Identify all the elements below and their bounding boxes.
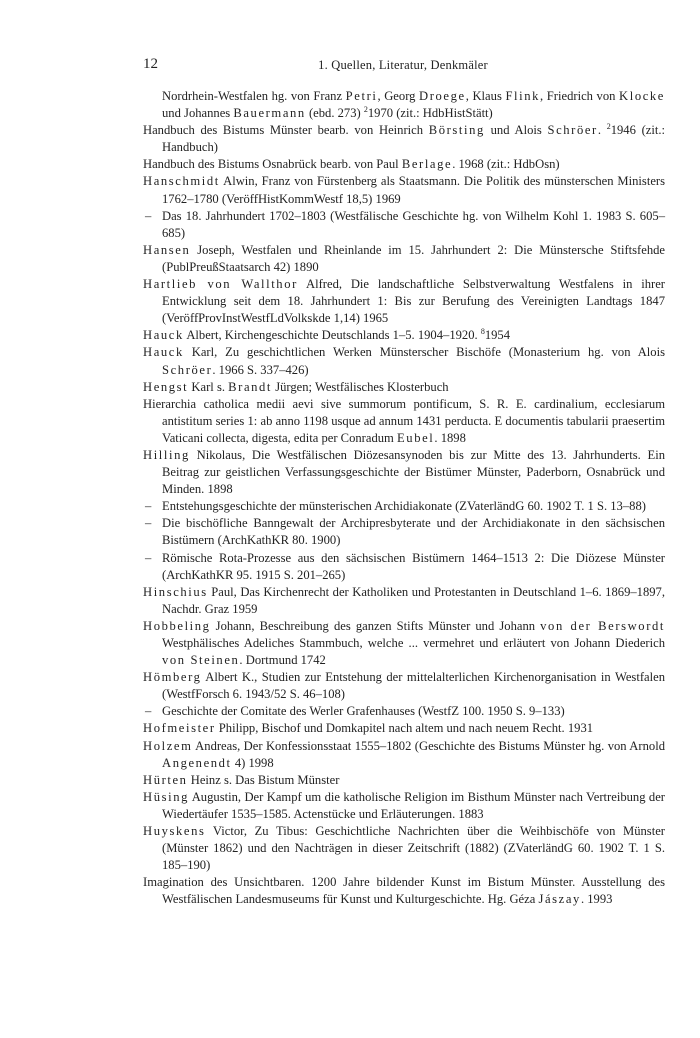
entry-text: Victor, Zu Tibus: Geschichtliche Nachrichten über die Weihbischöfe von Münster (Münster 1862) und den Nachträgen in dieser Zeitschrift (1882) (ZVaterländG 60. 1902 T. 1 S. 185–190) xyxy=(162,824,665,873)
entry-text: . Dortmund 1742 xyxy=(239,653,326,668)
bibliography-entry xyxy=(143,88,665,122)
entry-text: Nordrhein-Westfalen hg. von Franz xyxy=(162,89,346,103)
author-name: Angenendt xyxy=(162,755,232,770)
bibliography-subentry xyxy=(143,515,665,549)
entry-text: , Friedrich von xyxy=(540,89,620,103)
entry-text: Jürgen; Westfälisches Klosterbuch xyxy=(272,379,449,394)
author-name: Eubel xyxy=(397,430,435,445)
entry-text: und Alois xyxy=(484,123,548,138)
entry-text: . xyxy=(597,123,607,138)
author-name: Hartlieb von Wallthor xyxy=(143,277,298,292)
entry-text: Johann, Beschreibung des ganzen Stifts Münster und Johann xyxy=(210,618,541,633)
entry-text: Paul, Das Kirchenrecht der Katholiken und Protestanten in Deutschland 1–6. 1869–1897, Nachdr. Graz 1959 xyxy=(162,584,665,616)
entry-text: Albert K., Studien zur Entstehung der mittelalterlichen Kirchenorganisation in Westfalen (WestfForsch 6. 1943/52 S. 46–108) xyxy=(162,670,665,702)
entry-text: . 1966 S. 337–426) xyxy=(212,362,309,377)
bibliography-entry xyxy=(143,738,665,772)
bibliography-entry xyxy=(143,379,665,396)
entry-text: und Johannes xyxy=(162,106,234,121)
author-name: Hürten xyxy=(143,772,188,787)
entry-text: Philipp, Bischof und Domkapitel nach altem und nach neuem Recht. 1931 xyxy=(215,721,594,736)
bibliography-entry xyxy=(143,789,665,823)
author-name: Hauck xyxy=(143,345,184,360)
author-name: Jászay xyxy=(538,892,581,907)
bibliography-entry xyxy=(143,772,665,789)
entry-text: Das 18. Jahrhundert 1702–1803 (Westfälische Geschichte hg. von Wilhelm Kohl 1. 1983 S. 605–685) xyxy=(162,208,665,240)
bibliography-entry xyxy=(143,396,665,447)
bibliography-entry xyxy=(143,669,665,703)
author-name: Hobbeling xyxy=(143,618,211,633)
entry-text: 1970 (zit.: HdbHistStätt) xyxy=(367,106,493,121)
entry-dash: – xyxy=(145,208,152,223)
entry-text: Joseph, Westfalen und Rheinlande im 15. Jahrhundert 2: Die Münstersche Stiftsfehde (PublPreußStaatsarch 42) 1890 xyxy=(162,242,665,274)
author-name: Hüsing xyxy=(143,789,189,804)
author-name: Hinschius xyxy=(143,584,208,599)
bibliography-entry xyxy=(143,327,665,344)
author-name: Brandt xyxy=(228,379,273,394)
bibliography-entry xyxy=(143,720,665,737)
author-name: Hanschmidt xyxy=(143,174,220,189)
entry-text: Albert, Kirchengeschichte Deutschlands 1–5. 1904–1920. xyxy=(183,328,481,343)
entry-dash: – xyxy=(145,550,152,565)
entry-text: 1946 (zit.: Handbuch) xyxy=(162,123,666,155)
author-name: Huyskens xyxy=(143,824,206,839)
entry-text: (ebd. 273) xyxy=(305,106,364,121)
entry-text: Karl, Zu geschichtlichen Werken Münsterscher Bischöfe (Monasterium hg. von Alois xyxy=(183,345,665,360)
bibliography-list xyxy=(143,88,665,909)
author-name: Hengst xyxy=(143,379,189,394)
entry-text: . 1898 xyxy=(434,430,466,445)
bibliography-entry xyxy=(143,156,665,173)
entry-text: Die bischöfliche Banngewalt der Archipresbyterate und der Archidiakonate in den sächsischen Bistümern (ArchKathKR 80. 1900) xyxy=(162,516,665,548)
running-head: 1. Quellen, Literatur, Denkmäler xyxy=(318,58,488,72)
bibliography-entry xyxy=(143,447,665,498)
author-name: Hilling xyxy=(143,447,190,462)
entry-text: Augustin, Der Kampf um die katholische Religion im Bisthum Münster nach Vertreibung der Wiedertäufer 1535–1585. Actenstücke und Erläuterungen. 1883 xyxy=(162,789,665,821)
entry-text: . 1993 xyxy=(580,892,613,907)
bibliography-entry xyxy=(143,122,665,156)
entry-text: Römische Rota-Prozesse aus den sächsischen Bistümern 1464–1513 2: Die Diözese Münster (ArchKathKR 95. 1915 S. 201–265) xyxy=(162,550,665,582)
page-number: 12 xyxy=(143,56,158,72)
entry-text: , Georg xyxy=(377,89,420,103)
entry-text: , Klaus xyxy=(465,89,506,103)
author-name: Berlage xyxy=(401,157,453,172)
author-name: Droege xyxy=(419,89,466,103)
bibliography-subentry xyxy=(143,703,665,720)
author-name: Schröer xyxy=(162,362,213,377)
entry-text: Alwin, Franz von Fürstenberg als Staatsmann. Die Politik des münsterschen Ministers 1762–1780 (VeröffHistKommWestf 18,5) 1969 xyxy=(162,174,665,206)
author-name: von Steinen xyxy=(162,653,240,668)
entry-text: Nikolaus, Die Westfälischen Diözesansynoden bis zur Mitte des 13. Jahrhunderts. Ein Beitrag zur geistlichen Verfassungsgeschichte der Bistümer Münster, Paderborn, Osnabrück und Minden. 1898 xyxy=(162,447,665,497)
entry-text: Imagination des Unsichtbaren. 1200 Jahre bildender Kunst im Bistum Münster. Ausstellung des Westfälischen Landesmuseums für Kunst und Kulturgeschichte. Hg. Géza xyxy=(143,875,665,907)
bibliography-entry xyxy=(143,276,665,327)
bibliography-subentry xyxy=(143,208,665,242)
author-name: Börsting xyxy=(428,123,485,138)
author-name: Hofmeister xyxy=(143,721,216,736)
author-name: Hömberg xyxy=(143,670,202,685)
entry-text: Alfred, Die landschaftliche Selbstverwaltung Westfalens in ihrer Entwicklung seit dem 18. Jahrhundert 1: Bis zur Berufung des Vereinigten Landtags 1847 (VeröffProvInstWestfLdVolkskde 1,14) 1965 xyxy=(162,277,665,326)
entry-text: Entstehungsgeschichte der münsterischen Archidiakonate (ZVaterländG 60. 1902 T. 1 S. 13–88) xyxy=(162,499,646,514)
entry-text: Geschichte der Comitate des Werler Grafenhauses (WestfZ 100. 1950 S. 9–133) xyxy=(162,704,565,719)
entry-text: . 1968 (zit.: HdbOsn) xyxy=(452,157,560,172)
bibliography-subentry xyxy=(143,498,665,515)
bibliography-subentry xyxy=(143,550,665,584)
author-name: Flink xyxy=(505,89,541,103)
bibliography-entry xyxy=(143,584,665,618)
edition-superscript: 2 xyxy=(363,105,368,115)
entry-text: Handbuch des Bistums Osnabrück bearb. von Paul xyxy=(143,157,402,172)
author-name: Holzem xyxy=(143,738,193,753)
author-name: Hauck xyxy=(143,328,184,343)
edition-superscript: 2 xyxy=(606,122,611,132)
page-header xyxy=(143,56,663,76)
edition-superscript: 8 xyxy=(480,327,485,337)
entry-text: 4) 1998 xyxy=(231,755,274,770)
bibliography-entry xyxy=(143,173,665,207)
entry-text: Handbuch des Bistums Münster bearb. von Heinrich xyxy=(143,123,429,138)
entry-text: Andreas, Der Konfessionsstaat 1555–1802 (Geschichte des Bistums Münster hg. von Arnold xyxy=(192,738,665,753)
bibliography-entry xyxy=(143,823,665,874)
author-name: von der Berswordt xyxy=(540,618,665,633)
entry-dash: – xyxy=(145,499,152,514)
bibliography-entry xyxy=(143,344,665,378)
author-name: Bauermann xyxy=(233,106,306,121)
entry-text: Hierarchia catholica medii aevi sive summorum pontificum, S. R. E. cardinalium, ecclesiarum antistitum series 1: ab anno 1198 usque ad annum 1431 perducta. E documentis tabularii praesertim Vaticani collecta, digesta, edita per Conradum xyxy=(143,396,665,445)
author-name: Schröer xyxy=(547,123,598,138)
bibliography-entry xyxy=(143,874,665,908)
bibliography-entry xyxy=(143,242,665,276)
author-name: Hansen xyxy=(143,242,191,257)
entry-text: Westphälisches Adeliches Stammbuch, welche ... vermehret und erläutert von Johann Diederich xyxy=(162,636,665,650)
author-name: Klocke xyxy=(619,89,665,103)
entry-text: Heinz s. Das Bistum Münster xyxy=(187,772,340,787)
author-name: Petri xyxy=(345,89,378,103)
entry-text: Karl s. xyxy=(188,379,229,394)
entry-dash: – xyxy=(145,704,152,719)
bibliography-entry xyxy=(143,618,665,669)
entry-dash: – xyxy=(145,516,152,531)
entry-text: 1954 xyxy=(484,328,510,343)
